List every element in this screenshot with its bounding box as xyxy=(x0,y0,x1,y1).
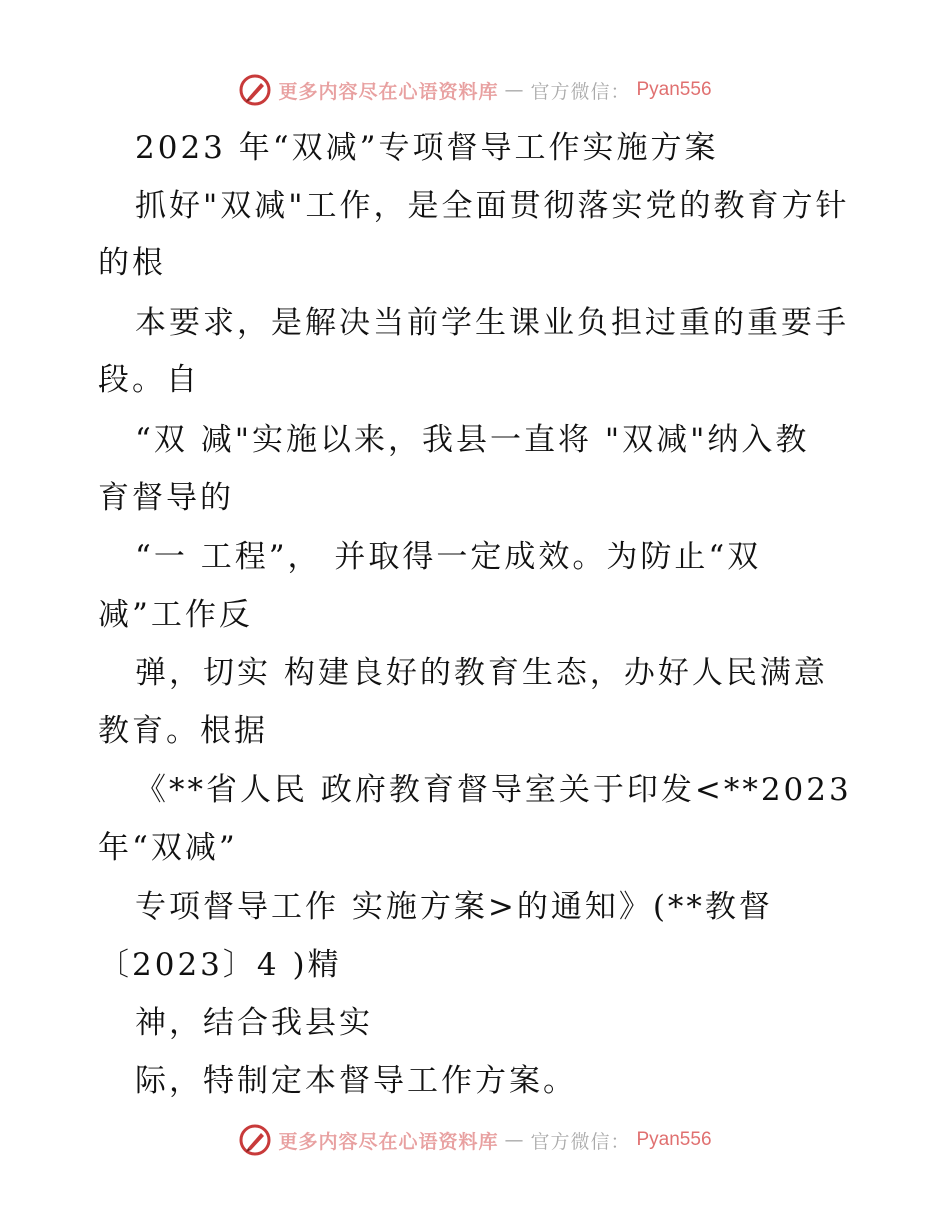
paragraph-line: 际，特制定本督导工作方案。 xyxy=(135,1063,577,1099)
paragraph-line: “双 减"实施以来，我县一直将 "双减"纳入教 xyxy=(135,422,810,458)
paragraph-line: 减”工作反 xyxy=(98,597,253,633)
paragraph-line: 抓好"双减"工作，是全面贯彻落实党的教育方针 xyxy=(135,188,850,224)
paragraph-line: 《**省人民 政府教育督导室关于印发<**2023 xyxy=(135,772,852,808)
pen-circle-icon xyxy=(238,1123,272,1157)
watermark-separator: — xyxy=(504,1129,525,1151)
watermark-label: 官方微信： xyxy=(530,1130,631,1153)
paragraph-line: 年“双减” xyxy=(98,830,238,866)
paragraph-line: 的根 xyxy=(98,245,166,281)
footer-watermark xyxy=(0,1120,950,1160)
document-title: 2023 年“双减”专项督导工作实施方案 xyxy=(135,130,719,166)
paragraph-line: 本要求，是解决当前学生课业负担过重的重要手 xyxy=(135,305,849,341)
paragraph-line: 育督导的 xyxy=(98,480,234,516)
paragraph-line: “一 工程”， 并取得一定成效。为防止“双 xyxy=(135,539,762,575)
watermark-handle: Pyan556 xyxy=(636,79,712,100)
watermark-brand: 更多内容尽在心语资料库 xyxy=(278,80,499,103)
watermark-brand: 更多内容尽在心语资料库 xyxy=(278,1130,499,1153)
paragraph-line: 弹，切实 构建良好的教育生态，办好人民满意 xyxy=(135,655,828,691)
watermark-separator: — xyxy=(504,79,525,101)
paragraph-line: 〔2023〕4 )精 xyxy=(98,947,342,983)
paragraph-line: 神，结合我县实 xyxy=(135,1005,373,1041)
paragraph-line: 教育。根据 xyxy=(98,713,268,749)
paragraph-line: 段。自 xyxy=(98,362,200,398)
watermark-label: 官方微信： xyxy=(530,80,631,103)
watermark-handle: Pyan556 xyxy=(636,1129,712,1150)
paragraph-line: 专项督导工作 实施方案>的通知》(**教督 xyxy=(135,889,773,925)
